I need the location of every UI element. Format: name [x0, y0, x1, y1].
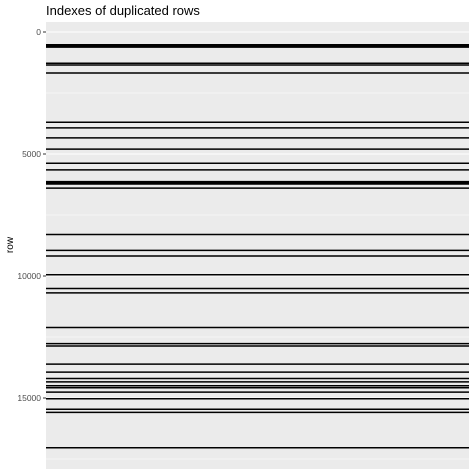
y-tick-label: 10000	[17, 271, 41, 281]
y-axis	[17, 27, 46, 403]
y-tick-label: 0	[36, 27, 41, 37]
chart-title: Indexes of duplicated rows	[46, 3, 200, 18]
y-tick-label: 15000	[17, 393, 41, 403]
y-axis-title: row	[5, 236, 16, 254]
y-tick-label: 5000	[22, 149, 41, 159]
plot-panel	[46, 22, 469, 469]
